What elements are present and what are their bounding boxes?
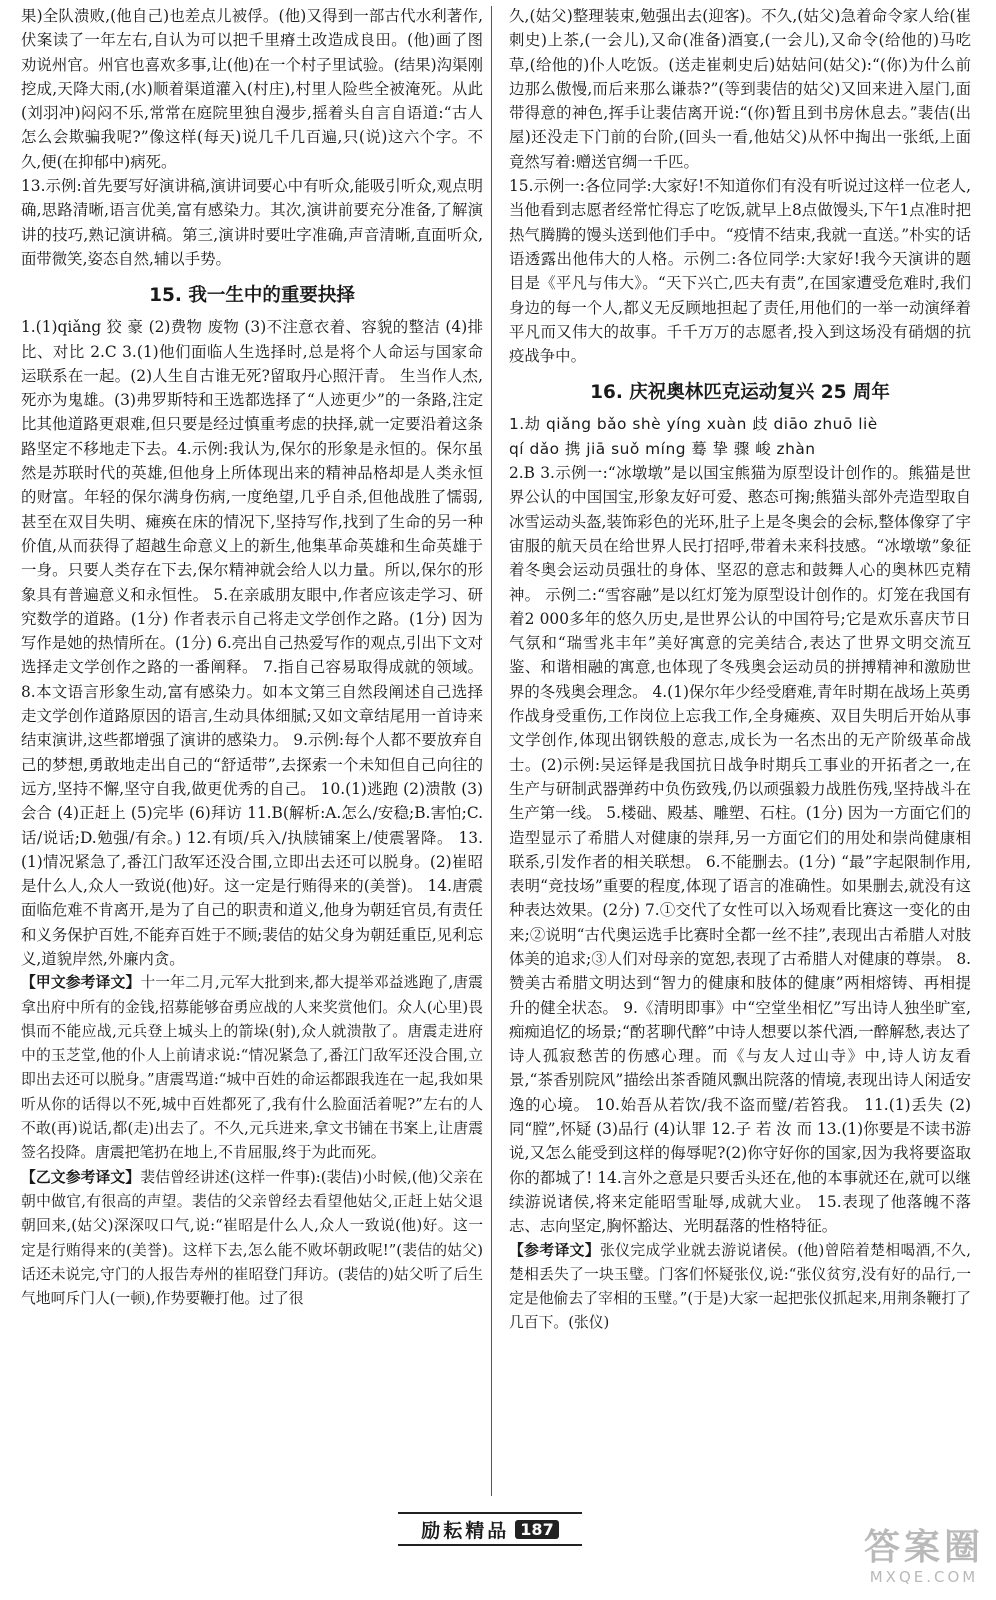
watermark-logo-text: 答案圈 [863,1527,984,1568]
page-footer [0,1500,996,1560]
translation-yi [21,1166,483,1312]
translation-reference-text: 张仪完成学业就去游说诸侯。(他)曾陪着楚相喝酒,不久,楚相丢失了一块玉璧。门客们怀疑张仪,说:“张仪贫穷,没有好的品行,一定是他偷去了宰相的玉璧。”(于是)大家一起把张仪抓起来,用荆条鞭打了几百下。(张仪) [509,1241,971,1332]
answer-15-speech-paragraph: 15.示例一:各位同学:大家好!不知道你们有没有听说过这样一位老人,当他看到志愿者经常忙得忘了吃饭,就早上8点做馒头,下午1点准时把热气腾腾的馒头送到他们手中。“疫情不结束,我就一直送。”朴实的话语透露出他伟大的人格。示例二:各位同学:大家好!我今天演讲的题目是《平凡与伟大》。“天下兴亡,匹夫有责”,在国家遭受危难时,我们身边的每一个人,都义无反顾地担起了责任,用他们的一举一动演绎着平凡而又伟大的故事。千千万万的志愿者,投入到这场没有硝烟的抗疫战争中。 [509,177,971,366]
translation-jia-text: 十一年二月,元军大批到来,都大提举邓益逃跑了,唐震拿出府中所有的金钱,招募能够奋勇应战的人来奖赏他们。众人(心里)畏惧而不能应战,元兵登上城头上的箭垛(射),众人就溃散了。唐震走进府中的玉芝堂,他的仆人上前请求说:“情况紧急了,番江门敌军还没合围,立即出去还可以脱身。”唐震骂道:“城中百姓的命运都跟我连在一起,我如果听从你的话得以不死,城中百姓都死了,我有什么脸面活着呢?”左右的人不敢(再)说话,都(走)出去了。不久,元兵进来,拿文书铺在书案上,让唐震签名投降。唐震把笔扔在地上,不肯屈服,终于为此而死。 [21,974,483,1162]
left-column [21,4,483,1311]
column-divider [491,6,492,1496]
section-15-answers: 1.(1)qiǎng 狡 豪 (2)费物 废物 (3)不注意衣着、容貌的整洁 (4)排比、对比 2.C 3.(1)他们面临人生选择时,总是将个人命运与国家命运联系在一起。(2)人生自古谁无死?留取丹心照汗青。 生当作人杰,死亦为鬼雄。(3)弗罗斯特和王选都选择了“人迹更少”的一条路,注定比其他道路更艰难,但只要是经过慎重考虑的抉择,就一定要沿着这条路坚定不移地走下去。4.示例:我认为,保尔的形象是永恒的。保尔虽然是苏联时代的英雄,但他身上所体现出来的精神品格却是人类永恒的财富。年轻的保尔满身伤病,一度绝望,几乎自杀,但他战胜了懦弱,甚至在双目失明、瘫痪在床的情况下,坚持写作,找到了生命的另一种价值,从而获得了超越生命意义上的新生,他集革命英雄和生命英雄于一身。只要人类存在下去,保尔精神就会给人以力量。所以,保尔的形象具有普遍意义和永恒性。 5.在亲戚朋友眼中,作者应该走学习、研究数学的道路。(1分) 作者表示自己将走文学创作之路。(1分) 因为写作是她的热情所在。(1分) 6.亮出自己热爱写作的观点,引出下文对选择走文学创作之路的一番阐释。 7.指自己容易取得成就的领域。 8.本文语言形象生动,富有感染力。如本文第三自然段阐述自己选择走文学创作道路原因的语言,生动具体细腻;又如文章结尾用一首诗来结束演讲,这些都增强了演讲的感染力。 9.示例:每个人都不要放弃自己的梦想,勇敢地走出自己的“舒适带”,去探索一个未知但自己向往的远方,坚持不懈,坚守自我,做更优秀的自己。 10.(1)逃跑 (2)溃散 (3)会合 (4)正赶上 (5)完毕 (6)拜访 11.B(解析:A.怎么/安稳;B.害怕;C.话/说话;D.勉强/有余。) 12.有顷/兵入/执牍铺案上/使震署降。 13.(1)情况紧急了,番江门敌军还没合围,立即出去还可以脱身。(2)崔昭是什么人,众人一致说(他)好。这一定是行贿得来的(美誉)。 14.唐震面临危难不肯离开,是为了自己的职责和道义,他身为朝廷官员,有责任和义务保护百姓,不能弃百姓于不顾;裴佶的姑父身为朝廷重臣,见利忘义,道貌岸然,外廉内贪。 [21,318,483,968]
continued-translation-paragraph: 果)全队溃败,(他自己)也差点儿被俘。(他)又得到一部古代水利著作,伏案读了一年左右,自认为可以把千里瘠土改造成良田。(他)画了图劝说州官。州官也喜欢多事,让(他)在一个村子里试验。(结果)沟渠刚挖成,天降大雨,(水)顺着渠道灌入(村庄),村里人险些全被淹死。从此(刘羽冲)闷闷不乐,常常在庭院里独自漫步,摇着头自言自语道:“古人怎么会欺骗我呢?”像这样(每天)说几千几百遍,只(说)这六个字。不久,便(在抑郁中)病死。 [21,7,483,171]
translation-reference [509,1239,971,1336]
translation-continued-paragraph: 久,(姑父)整理装束,勉强出去(迎客)。不久,(姑父)急着命令家人给(崔刺史)上茶,(一会儿),又命(准备)酒宴,(一会儿),又命令(给他的)马吃草,(给他的)仆人吃饭。(送走崔刺史后)姑姑问(姑父):“(你)为什么前边那么傲慢,而后来那么谦恭?”(等到裴佶的姑父)又回来进入屋门,面带得意的神色,挥手让裴佶离开说:“(你)暂且到书房休息去。”裴佶(出屋)还没走下门前的台阶,(回头一看,他姑父)从怀中掏出一张纸,上面竟然写着:赠送官绸一千匹。 [509,7,971,171]
answer-13-paragraph: 13.示例:首先要写好演讲稿,演讲词要心中有听众,能吸引听众,观点明确,思路清晰,语言优美,富有感染力。其次,演讲前要充分准备,了解演讲的技巧,熟记演讲稿。第三,演讲时要吐字准确,声音清晰,直面听众,面带微笑,姿态自然,辅以手势。 [21,177,483,268]
pinyin-line-2: qí dǎo 携 jiā suǒ míng 蓦 挚 骤 峻 zhàn [509,439,816,458]
translation-reference-label: 【参考译文】 [509,1241,601,1259]
watermark-url: MXQE.COM [869,1568,979,1586]
translation-yi-label: 【乙文参考译文】 [21,1168,141,1186]
brand-name: 励耘精品 [421,1519,510,1542]
page-number: 187 [515,1520,558,1539]
translation-yi-text: 裴佶曾经讲述(这样一件事):(裴佶)小时候,(他)父亲在朝中做官,有很高的声望。裴佶的父亲曾经去看望他姑父,正赶上姑父退朝回来,(姑父)深深叹口气,说:“崔昭是什么人,众人一致说(他)好。这一定是行贿得来的(美誉)。这样下去,怎么能不败坏朝政呢!”(裴佶的姑父)话还未说完,守门的人报告寿州的崔昭登门拜访。(裴佶的)姑父听了后生气地呵斥门人(一顿),作势要鞭打他。过了很 [21,1168,483,1308]
translation-jia-label: 【甲文参考译文】 [21,974,141,992]
pinyin-line-1: 1.劫 qiǎng bǎo shè yíng xuàn 歧 diāo zhuō liè [509,415,878,434]
translation-jia [21,971,483,1165]
section-16-answers: 2.B 3.示例一:“冰墩墩”是以国宝熊猫为原型设计创作的。熊猫是世界公认的中国国宝,形象友好可爱、憨态可掬;熊猫头部外壳造型取自冰雪运动头盔,装饰彩色的光环,肚子上是冬奥会的会标,整体像穿了宇宙服的航天员在给世界人民打招呼,带着未来科技感。“冰墩墩”象征着冬奥会运动员强壮的身体、坚忍的意志和鼓舞人心的奥林匹克精神。 示例二:“雪容融”是以红灯笼为原型设计创作的。灯笼在我国有着2 000多年的悠久历史,是世界公认的中国符号;它是欢乐喜庆节日气氛和“瑞雪兆丰年”美好寓意的完美结合,表达了世界文明交流互鉴、和谐相融的寓意,也体现了冬残奥会运动员的拼搏精神和激励世界的冬残奥会理念。 4.(1)保尔年少经受磨难,青年时期在战场上英勇作战身受重伤,工作岗位上忘我工作,全身瘫痪、双目失明后开始从事文学创作,体现出钢铁般的意志,成长为一名杰出的无产阶级革命战士。(2)示例:吴运铎是我国抗日战争时期兵工事业的开拓者之一,在生产与研制武器弹药中负伤致残,仍以顽强毅力战胜伤残,坚持战斗在生产第一线。 5.楼础、殿基、雕塑、石柱。(1分) 因为一方面它们的造型显示了希腊人对健康的崇拜,另一方面它们的用处和崇尚健康相联系,引发作者的相关联想。 6.不能删去。(1分) “最”字起限制作用,表明“竞技场”重要的程度,体现了语言的准确性。如果删去,就没有这种表达效果。(2分) 7.①交代了女性可以入场观看比赛这一变化的由来;②说明“古代奥运选手比赛时全都一丝不挂”,表现出古希腊人对肢体美的追求;③人们对母亲的宽恕,表现了古希腊人对健康的尊崇。 8.赞美古希腊文明达到“智力的健康和肢体的健康”两相熔铸、再相提升的健全状态。 9.《清明即事》中“空堂坐相忆”写出诗人独坐旷室,痴痴追忆的场景;“酌茗聊代醉”中诗人想要以茶代酒,一醉解愁,表达了诗人孤寂愁苦的伤感心理。而《与友人过山寺》中,诗人访友看景,“茶香别院风”描绘出茶香随风飘出院落的情境,表现出诗人闲适安逸的心境。 10.始吾从若饮/我不盗而璧/若笞我。 11.(1)丢失 (2)同“膛”,怀疑 (3)品行 (4)认罪 12.子 若 汝 而 13.(1)你要是不读书游说,又怎么能受到这样的侮辱呢?(2)你守好你的国家,因为我将要盗取你的都城了! 14.言外之意是只要舌头还在,他的本事就还在,就可以继续游说诸侯,将来定能昭雪耻辱,成就大业。 15.表现了他落魄不落志、志向坚定,胸怀豁达、光明磊落的性格特征。 [509,464,971,1236]
section-heading-16: 16. 庆祝奥林匹克运动复兴 25 周年 [590,382,890,404]
site-watermark [864,1528,984,1586]
section-heading-15: 15. 我一生中的重要抉择 [149,285,355,307]
brand-footer [398,1512,582,1546]
right-column [509,4,971,1336]
